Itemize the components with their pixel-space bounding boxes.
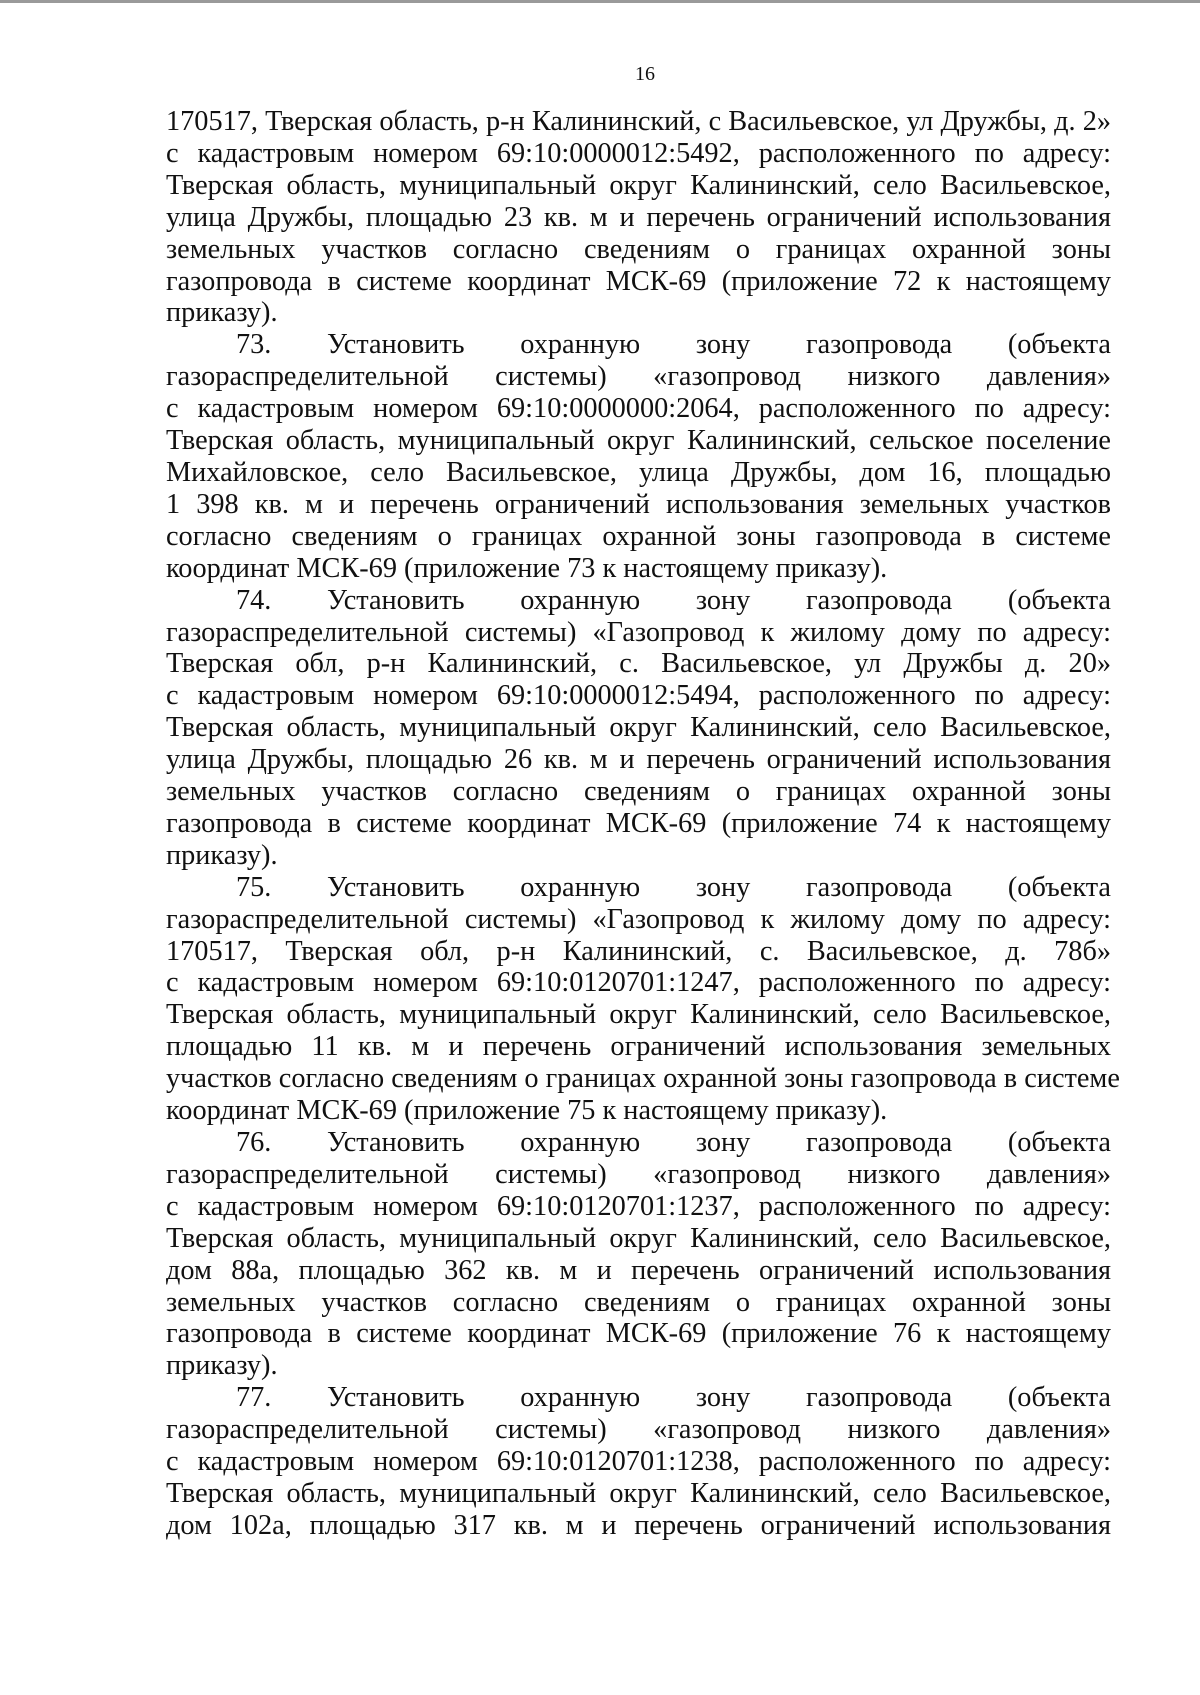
paragraph-line: с кадастровым номером 69:10:0000012:5494, расположенного по адресу: (166, 680, 1111, 712)
paragraph-line: с кадастровым номером 69:10:0120701:1237, расположенного по адресу: (166, 1190, 1111, 1222)
paragraph-line: улица Дружбы, площадью 23 кв. м и перечень ограничений использования (166, 201, 1111, 233)
paragraph-line: газопровода в системе координат МСК-69 (приложение 74 к настоящему (166, 807, 1111, 839)
paragraph-line: дом 88а, площадью 362 кв. м и перечень ограничений использования (166, 1254, 1111, 1286)
paragraph-line: 170517, Тверская обл, р-н Калининский, с. Васильевское, д. 78б» (166, 935, 1111, 967)
document-paragraph (166, 329, 1111, 584)
paragraph-line: земельных участков согласно сведениям о границах охранной зоны (166, 776, 1111, 808)
document-paragraph (166, 585, 1111, 872)
paragraph-line: 73. Установить охранную зону газопровода (объекта (236, 329, 1111, 361)
paragraph-line: газораспределительной системы) «Газопровод к жилому дому по адресу: (166, 616, 1111, 648)
document-paragraph (166, 106, 1111, 329)
paragraph-line: Тверская область, муниципальный округ Калининский, село Васильевское, (166, 1477, 1111, 1509)
paragraph-line: Тверская область, муниципальный округ Калининский, село Васильевское, (166, 169, 1111, 201)
paragraph-line: газораспределительной системы) «газопровод низкого давления» (166, 1158, 1111, 1190)
document-paragraph (166, 1127, 1111, 1382)
paragraph-line: Тверская обл, р-н Калининский, с. Васильевское, ул Дружбы д. 20» (166, 648, 1111, 680)
paragraph-line: газораспределительной системы) «газопровод низкого давления» (166, 361, 1111, 393)
scan-top-edge (0, 0, 1200, 3)
paragraph-line: газопровода в системе координат МСК-69 (приложение 76 к настоящему (166, 1318, 1111, 1350)
paragraph-line: координат МСК-69 (приложение 75 к настоящему приказу). (166, 1095, 888, 1127)
paragraph-line: с кадастровым номером 69:10:0000000:2064, расположенного по адресу: (166, 393, 1111, 425)
paragraph-line: Тверская область, муниципальный округ Калининский, село Васильевское, (166, 1222, 1111, 1254)
paragraph-line: приказу). (166, 839, 278, 871)
paragraph-line: 77. Установить охранную зону газопровода (объекта (236, 1382, 1111, 1414)
paragraph-line: площадью 11 кв. м и перечень ограничений использования земельных (166, 1031, 1111, 1063)
paragraph-line: Тверская область, муниципальный округ Калининский, село Васильевское, (166, 712, 1111, 744)
document-body (166, 106, 1120, 1542)
paragraph-line: 76. Установить охранную зону газопровода (объекта (236, 1127, 1111, 1158)
paragraph-line: 170517, Тверская область, р-н Калининский, с Васильевское, ул Дружбы, д. 2» (166, 106, 1111, 137)
paragraph-line: координат МСК-69 (приложение 73 к настоящему приказу). (166, 552, 888, 584)
paragraph-line: 74. Установить охранную зону газопровода (объекта (236, 584, 1111, 616)
paragraph-line: с кадастровым номером 69:10:0120701:1247, расположенного по адресу: (166, 967, 1111, 999)
page-number: 16 (635, 63, 655, 85)
paragraph-line: земельных участков согласно сведениям о границах охранной зоны (166, 233, 1111, 265)
paragraph-line: Тверская область, муниципальный округ Калининский, сельское поселение (166, 425, 1111, 457)
paragraph-line: с кадастровым номером 69:10:0120701:1238, расположенного по адресу: (166, 1446, 1111, 1478)
paragraph-line: газораспределительной системы) «Газопровод к жилому дому по адресу: (166, 903, 1111, 935)
paragraph-line: газораспределительной системы) «газопровод низкого давления» (166, 1414, 1111, 1446)
document-paragraph (166, 871, 1120, 1127)
paragraph-line: 1 398 кв. м и перечень ограничений использования земельных участков (166, 488, 1111, 520)
paragraph-line: 75. Установить охранную зону газопровода (объекта (236, 871, 1111, 903)
paragraph-line: с кадастровым номером 69:10:0000012:5492, расположенного по адресу: (166, 137, 1111, 169)
paragraph-line: Тверская область, муниципальный округ Калининский, село Васильевское, (166, 999, 1111, 1031)
paragraph-line: приказу). (166, 297, 278, 329)
paragraph-line: участков согласно сведениям о границах охранной зоны газопровода в системе (166, 1063, 1120, 1095)
paragraph-line: газопровода в системе координат МСК-69 (приложение 72 к настоящему (166, 265, 1111, 297)
paragraph-line: дом 102а, площадью 317 кв. м и перечень ограничений использования (166, 1509, 1111, 1541)
paragraph-line: улица Дружбы, площадью 26 кв. м и перечень ограничений использования (166, 744, 1111, 776)
paragraph-line: приказу). (166, 1350, 278, 1382)
document-paragraph (166, 1382, 1111, 1542)
paragraph-line: Михайловское, село Васильевское, улица Дружбы, дом 16, площадью (166, 456, 1111, 488)
paragraph-line: согласно сведениям о границах охранной зоны газопровода в системе (166, 520, 1111, 552)
paragraph-line: земельных участков согласно сведениям о границах охранной зоны (166, 1286, 1111, 1318)
